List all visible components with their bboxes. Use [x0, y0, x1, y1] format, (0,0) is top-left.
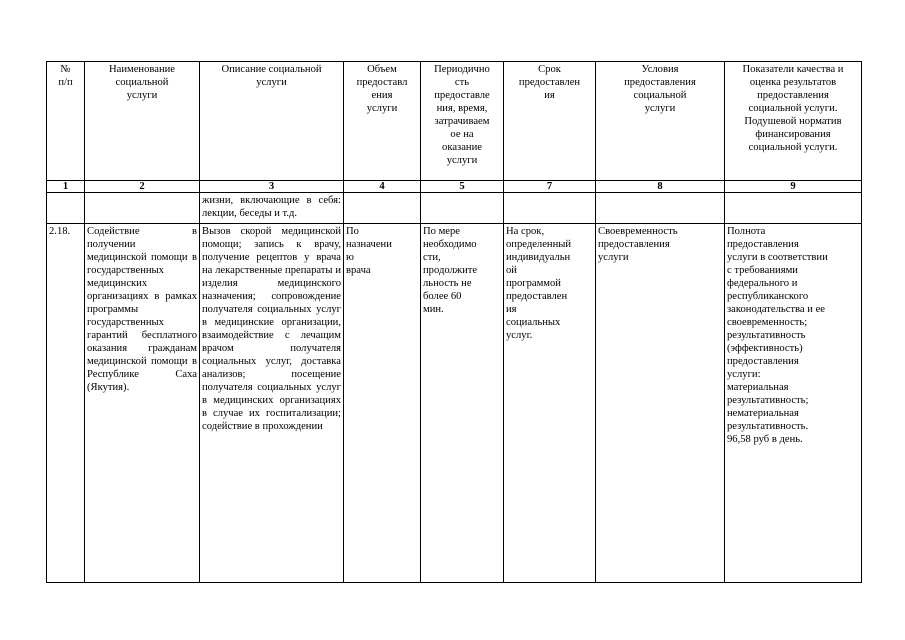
header-periodicity: Периодично сть предоставле ния, время, затрачиваем ое на оказание услуги — [421, 62, 504, 181]
row-conditions: Своевременность предоставления услуги — [596, 224, 725, 583]
column-number: 8 — [596, 181, 725, 193]
row-indicators: Полнота предоставления услуги в соответствии с требованиями федерального и республиканского законодательства и ее своевременность; результативность (эффективность) предоставления услуги: материальная результативность; нематериальная результативность. 96,58 руб в день. — [725, 224, 862, 583]
column-number: 1 — [47, 181, 85, 193]
header-term: Срок предоставлен ия — [504, 62, 596, 181]
services-table — [46, 61, 862, 583]
column-number: 7 — [504, 181, 596, 193]
header-name: Наименование социальной услуги — [85, 62, 200, 181]
row-num: 2.18. — [47, 224, 85, 583]
header-volume: Объем предоставл ения услуги — [344, 62, 421, 181]
row-term: На срок, определенный индивидуальн ой программой предоставлен ия социальных услуг. — [504, 224, 596, 583]
continuation-description: жизни, включающие в себя: лекции, беседы и т.д. — [200, 193, 344, 224]
header-indicators: Показатели качества и оценка результатов предоставления социальной услуги. Подушевой норматив финансирования социальной услуги. — [725, 62, 862, 181]
header-description: Описание социальной услуги — [200, 62, 344, 181]
table-header-row — [47, 62, 862, 181]
column-number-row — [47, 181, 862, 193]
header-conditions: Условия предоставления социальной услуги — [596, 62, 725, 181]
row-volume: По назначени ю врача — [344, 224, 421, 583]
column-number: 3 — [200, 181, 344, 193]
row-periodicity: По мере необходимо сти, продолжите льность не более 60 мин. — [421, 224, 504, 583]
row-name: Содействие в получении медицинской помощи в государственных медицинских организациях в рамках программы государственных гарантий бесплатного оказания гражданам медицинской помощи в Республике Саха (Якутия). — [85, 224, 200, 583]
column-number: 9 — [725, 181, 862, 193]
column-number: 2 — [85, 181, 200, 193]
column-number: 5 — [421, 181, 504, 193]
row-description: Вызов скорой медицинской помощи; запись к врачу, получение рецептов у врача на лекарственные препараты и изделия медицинского назначения; сопровождение получателя социальных услуг в медицинские организации, взаимодействие с лечащим врачом получателя социальных услуг, доставка анализов; посещение получателя социальных услуг в медицинских организациях в случае их госпитализации; содействие в прохождении — [200, 224, 344, 583]
table-row — [47, 224, 862, 583]
continuation-row — [47, 193, 862, 224]
header-num: № п/п — [47, 62, 85, 181]
column-number: 4 — [344, 181, 421, 193]
